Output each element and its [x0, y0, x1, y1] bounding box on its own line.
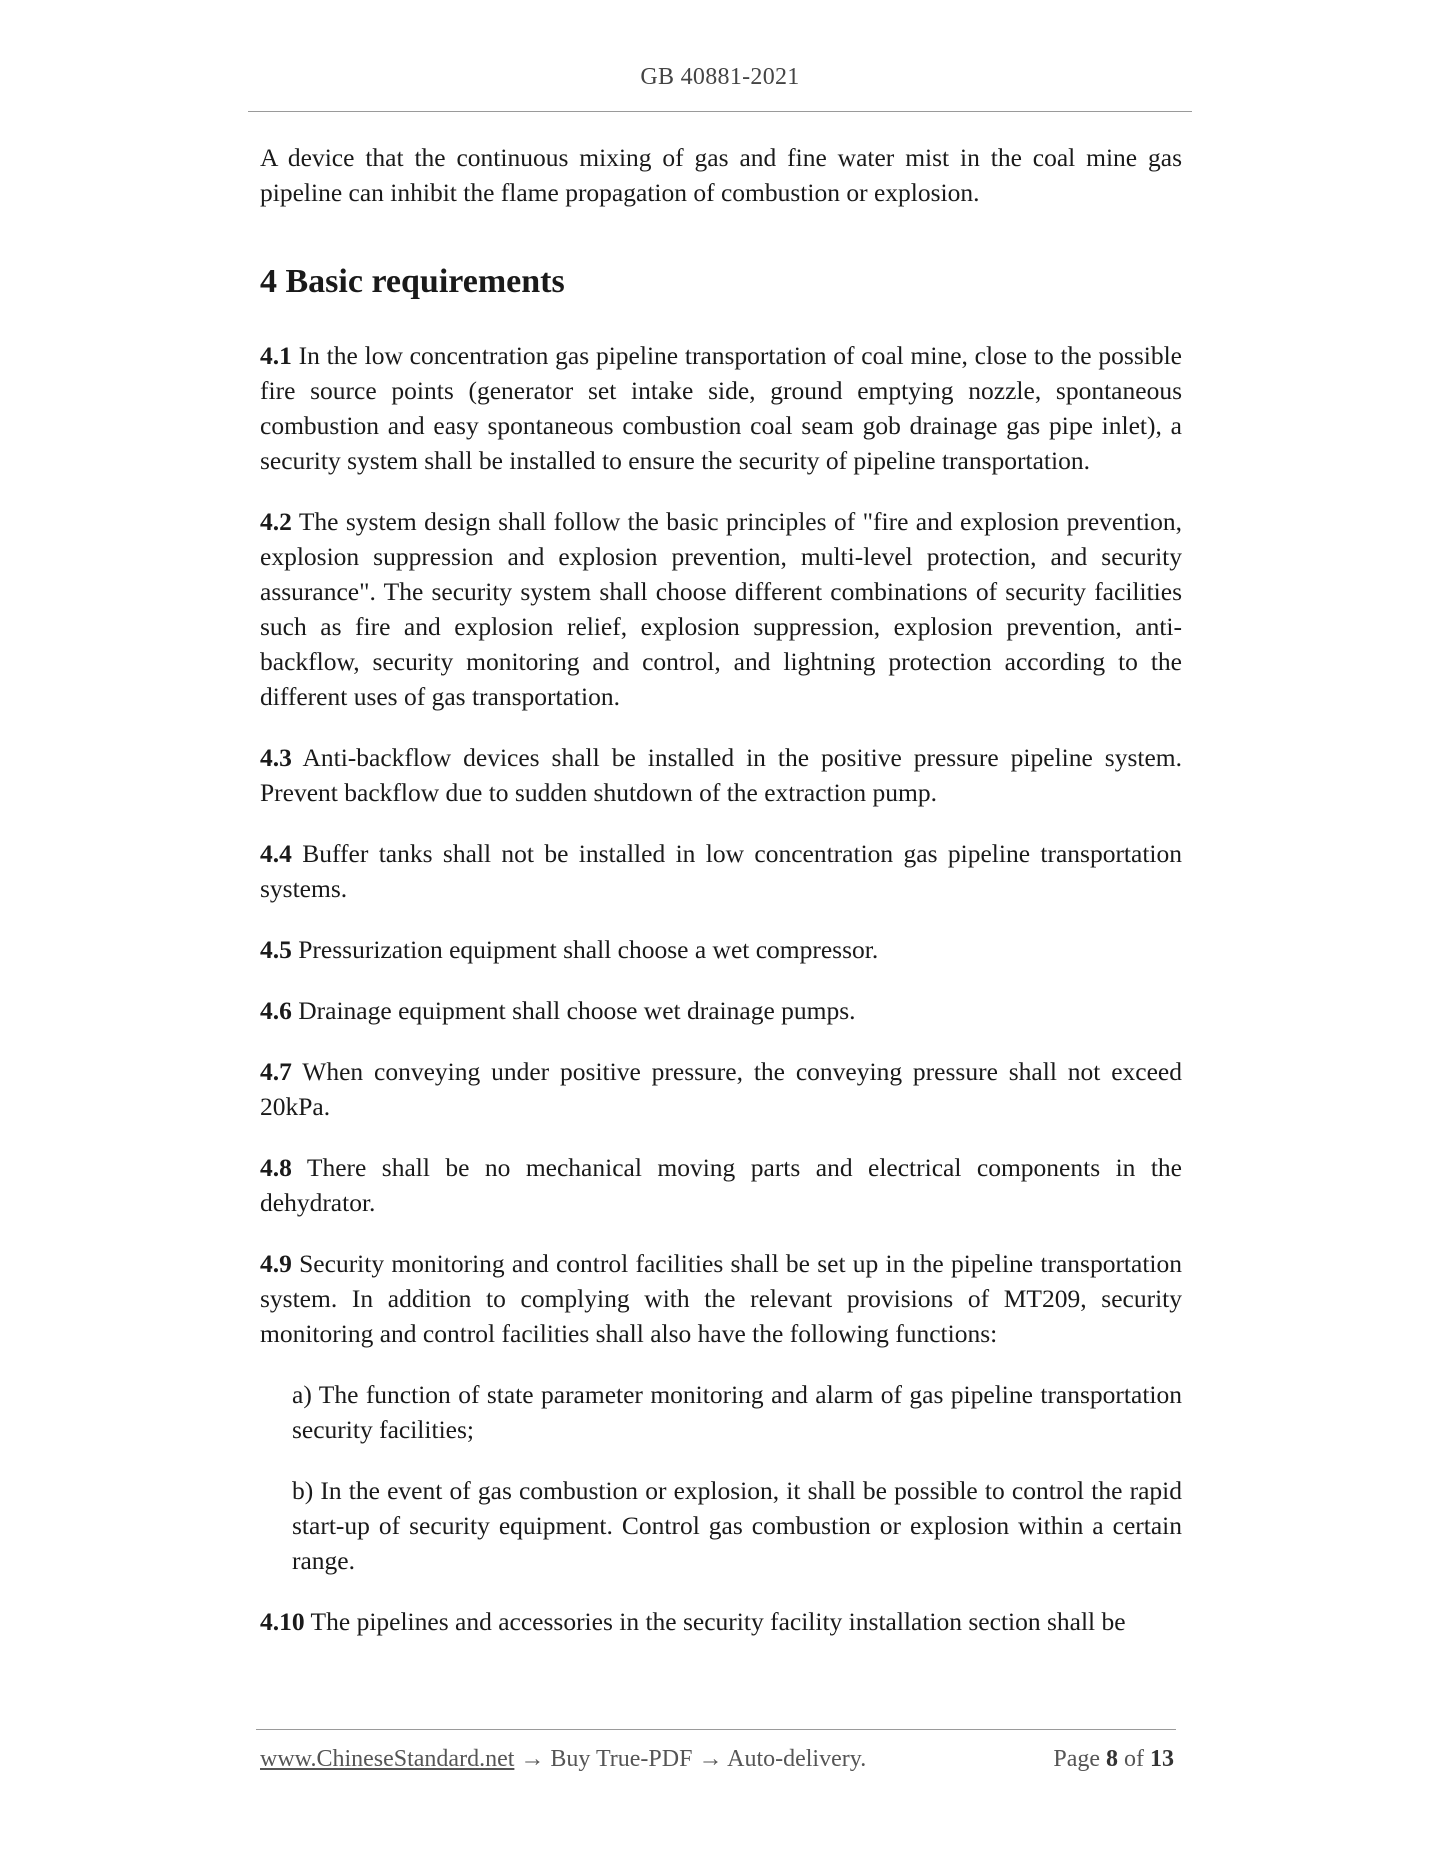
- clause-number: 4.6: [260, 996, 292, 1025]
- of-label: of: [1124, 1746, 1144, 1772]
- clause-text: When conveying under positive pressure, the conveying pressure shall not exceed 20kPa.: [260, 1057, 1182, 1121]
- page-header: [248, 64, 1192, 91]
- document-body: [260, 140, 1182, 1665]
- clause-text: Security monitoring and control facilities shall be set up in the pipeline transportation system. In addition to complying with the relevant provisions of MT209, security monitoring and control facilities shall also have the following functions:: [260, 1249, 1183, 1348]
- page-label: Page: [1053, 1746, 1100, 1772]
- clause-text: Pressurization equipment shall choose a wet compressor.: [298, 935, 879, 964]
- list-item-b: b) In the event of gas combustion or explosion, it shall be possible to control the rapid start-up of security equipment. Control gas combustion or explosion within a certain range.: [292, 1476, 1182, 1575]
- clause-4-8: [260, 1150, 1182, 1220]
- list-item-a: a) The function of state parameter monitoring and alarm of gas pipeline transportation security facilities;: [292, 1380, 1182, 1444]
- clause-4-5: [260, 932, 1182, 967]
- clause-text: The system design shall follow the basic principles of "fire and explosion prevention, explosion suppression and explosion prevention, multi-level protection, and security assurance". The security system shall choose different combinations of security facilities such as fire and explosion relief, explosion suppression, explosion prevention, anti-backflow, security monitoring and control, and lightning protection according to the different uses of gas transportation.: [260, 507, 1182, 711]
- clause-4-6: [260, 993, 1182, 1028]
- clause-text: In the low concentration gas pipeline transportation of coal mine, close to the possible fire source points (generator set intake side, ground emptying nozzle, spontaneous combustion and easy spontaneous combustion coal seam gob drainage gas pipe inlet), a security system shall be installed to ensure the security of pipeline transportation.: [260, 341, 1182, 475]
- page-footer: [260, 1746, 1174, 1773]
- page-indicator: [1053, 1746, 1174, 1773]
- clause-number: 4.8: [260, 1153, 292, 1182]
- clause-4-1: [260, 338, 1182, 478]
- clause-number: 4.9: [260, 1249, 292, 1278]
- clause-number: 4.4: [260, 839, 292, 868]
- clause-4-2: [260, 504, 1182, 714]
- clause-4-10: [260, 1604, 1182, 1639]
- clause-text: The pipelines and accessories in the security facility installation section shall be: [310, 1607, 1126, 1636]
- clause-number: 4.10: [260, 1607, 305, 1636]
- footer-tagline: → Buy True-PDF → Auto-delivery.: [514, 1746, 867, 1772]
- clause-text: Buffer tanks shall not be installed in low concentration gas pipeline transportation systems.: [260, 839, 1183, 903]
- document-id: GB 40881-2021: [640, 64, 800, 90]
- clause-text: Anti-backflow devices shall be installed in the positive pressure pipeline system. Prevent backflow due to sudden shutdown of the extraction pump.: [260, 743, 1183, 807]
- page-number: 8: [1106, 1746, 1118, 1772]
- clause-text: Drainage equipment shall choose wet drainage pumps.: [298, 996, 856, 1025]
- clause-number: 4.3: [260, 743, 292, 772]
- header-divider: [248, 111, 1192, 112]
- footer-divider: [256, 1729, 1176, 1730]
- clause-number: 4.5: [260, 935, 292, 964]
- clause-4-9: [260, 1246, 1182, 1351]
- clause-4-7: [260, 1054, 1182, 1124]
- page-total: 13: [1150, 1746, 1174, 1772]
- clause-number: 4.1: [260, 341, 292, 370]
- section-heading: 4 Basic requirements: [260, 263, 565, 300]
- footer-left: [260, 1746, 866, 1773]
- clause-text: There shall be no mechanical moving parts and electrical components in the dehydrator.: [260, 1153, 1182, 1217]
- clause-4-3: [260, 740, 1182, 810]
- clause-number: 4.7: [260, 1057, 292, 1086]
- clause-number: 4.2: [260, 507, 292, 536]
- intro-paragraph: A device that the continuous mixing of gas and fine water mist in the coal mine gas pipeline can inhibit the flame propagation of combustion or explosion.: [260, 143, 1182, 207]
- clause-4-4: [260, 836, 1182, 906]
- website-link[interactable]: www.ChineseStandard.net: [260, 1746, 515, 1772]
